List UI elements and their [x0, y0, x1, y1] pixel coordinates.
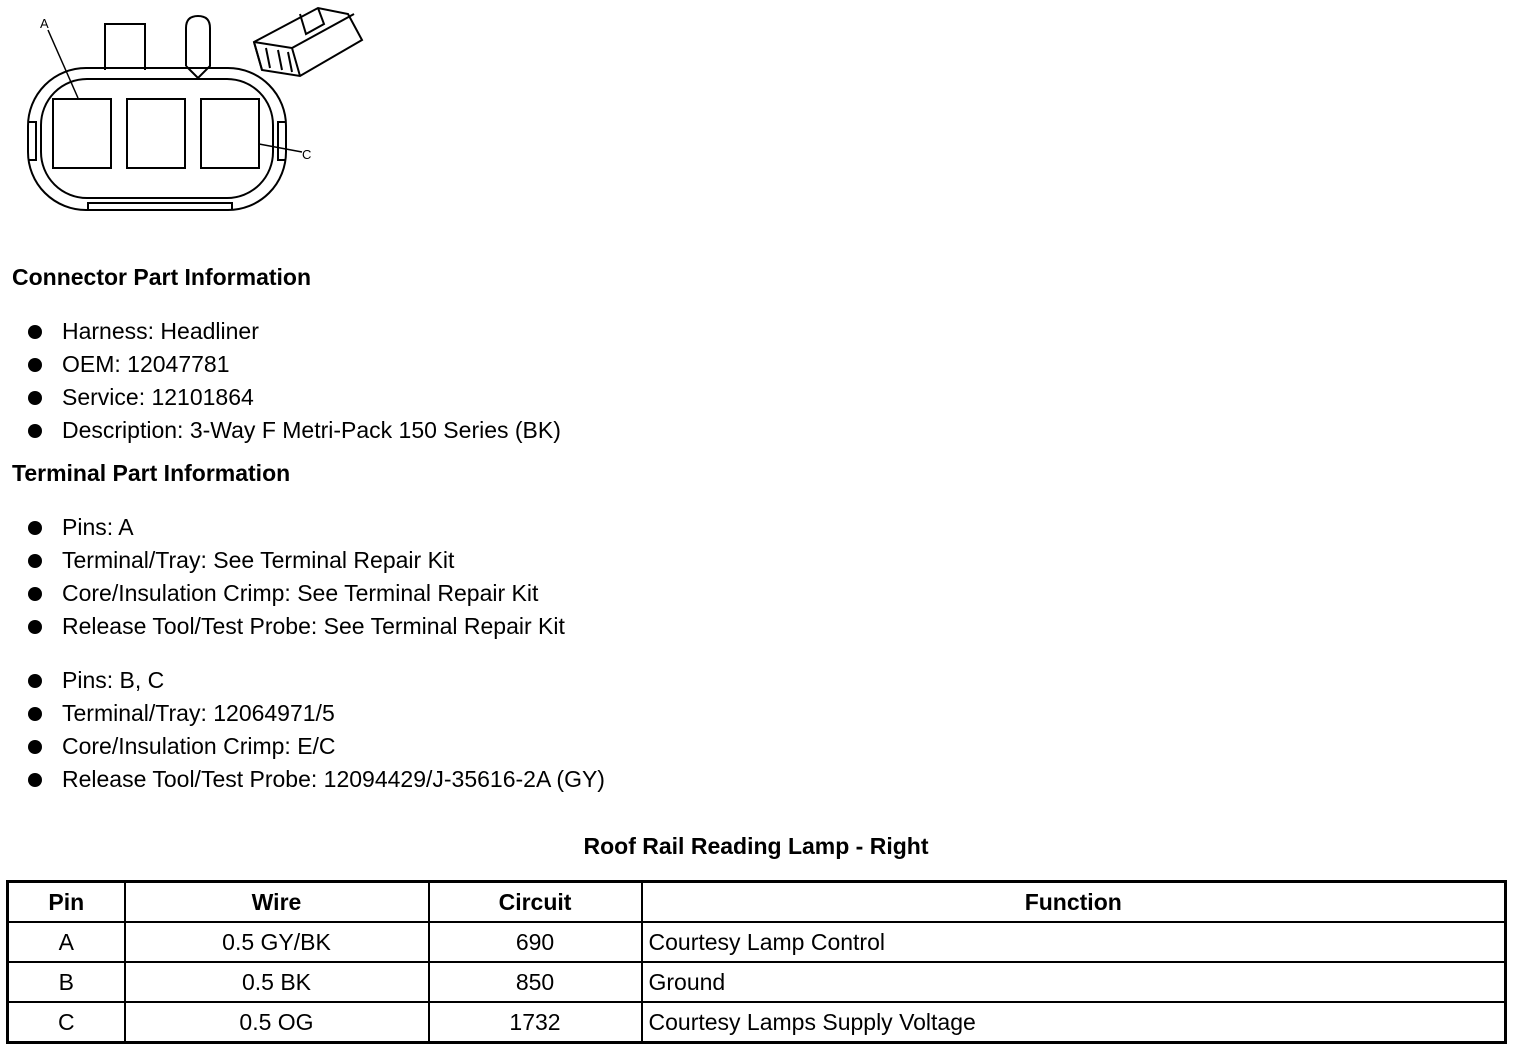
bullet-icon — [28, 424, 42, 438]
table-row — [8, 1002, 1506, 1043]
bullet-icon — [28, 358, 42, 372]
cell-wire: 0.5 GY/BK — [125, 922, 429, 962]
list-item — [28, 381, 561, 414]
pin-label-a: A — [40, 16, 49, 31]
bullet-icon — [28, 521, 42, 535]
terminal-info-list-2 — [28, 664, 605, 796]
list-item-text: Release Tool/Test Probe: See Terminal Repair Kit — [62, 613, 565, 639]
list-item — [28, 544, 565, 577]
table-row — [8, 922, 1506, 962]
list-item — [28, 697, 605, 730]
cell-wire: 0.5 OG — [125, 1002, 429, 1043]
bullet-icon — [28, 707, 42, 721]
cell-pin: A — [8, 922, 125, 962]
bullet-icon — [28, 674, 42, 688]
bullet-icon — [28, 587, 42, 601]
bullet-icon — [28, 740, 42, 754]
list-item — [28, 348, 561, 381]
list-item-text: Pins: B, C — [62, 667, 165, 693]
connector-info-heading: Connector Part Information — [12, 264, 312, 290]
cell-function: Ground — [642, 962, 1506, 1002]
cell-function: Courtesy Lamps Supply Voltage — [642, 1002, 1506, 1043]
list-item-text: Core/Insulation Crimp: See Terminal Repair Kit — [62, 580, 539, 606]
connector-diagram — [0, 0, 380, 225]
list-item-text: OEM: 12047781 — [62, 351, 230, 377]
list-item — [28, 315, 561, 348]
list-item-text: Core/Insulation Crimp: E/C — [62, 733, 336, 759]
cell-circuit: 690 — [429, 922, 642, 962]
table-title: Roof Rail Reading Lamp - Right — [583, 833, 929, 859]
cell-circuit: 1732 — [429, 1002, 642, 1043]
table-row — [8, 962, 1506, 1002]
list-item-text: Harness: Headliner — [62, 318, 259, 344]
list-item-text: Description: 3-Way F Metri-Pack 150 Series (BK) — [62, 417, 561, 443]
list-item-text: Service: 12101864 — [62, 384, 254, 410]
list-item — [28, 577, 565, 610]
list-item — [28, 730, 605, 763]
col-header-circuit: Circuit — [429, 882, 642, 923]
list-item-text: Release Tool/Test Probe: 12094429/J-35616-2A (GY) — [62, 766, 605, 792]
bullet-icon — [28, 773, 42, 787]
bullet-icon — [28, 554, 42, 568]
terminal-info-heading: Terminal Part Information — [12, 460, 291, 486]
col-header-function: Function — [642, 882, 1506, 923]
list-item — [28, 511, 565, 544]
list-item — [28, 763, 605, 796]
cell-circuit: 850 — [429, 962, 642, 1002]
cell-pin: B — [8, 962, 125, 1002]
bullet-icon — [28, 620, 42, 634]
cell-function: Courtesy Lamp Control — [642, 922, 1506, 962]
pin-label-c: C — [302, 147, 312, 162]
bullet-icon — [28, 391, 42, 405]
table-header-row — [8, 882, 1506, 923]
col-header-pin: Pin — [8, 882, 125, 923]
list-item — [28, 414, 561, 447]
list-item — [28, 610, 565, 643]
col-header-wire: Wire — [125, 882, 429, 923]
list-item-text: Terminal/Tray: See Terminal Repair Kit — [62, 547, 455, 573]
bullet-icon — [28, 325, 42, 339]
list-item — [28, 664, 605, 697]
list-item-text: Terminal/Tray: 12064971/5 — [62, 700, 335, 726]
terminal-info-list-1 — [28, 511, 565, 643]
pin-table — [6, 880, 1507, 1044]
list-item-text: Pins: A — [62, 514, 134, 540]
cell-wire: 0.5 BK — [125, 962, 429, 1002]
connector-info-list — [28, 315, 561, 447]
cell-pin: C — [8, 1002, 125, 1043]
